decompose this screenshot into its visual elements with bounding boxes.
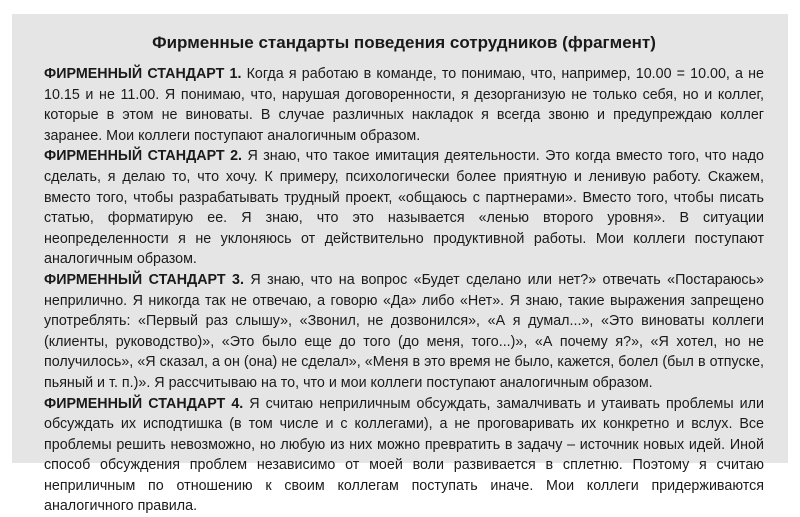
standard-2-text: Я знаю, что такое имитация деятельности. Это когда вместо того, что надо сделать, я делаю то, что хочу. К примеру, психологически более приятную и ленивую работу. Скажем, вместо того, чтобы разрабатывать трудный проект, «общаюсь с партнерами». Вместо того, чтобы писать статью, форматирую ее. Я знаю, что это называется «ленью второго уровня». В ситуации неопределенности я не уклоняюсь от действительно продуктивной работы. Мои коллеги поступают аналогичным образом. bbox=[44, 148, 764, 267]
standard-2 bbox=[44, 146, 764, 270]
standard-4 bbox=[44, 394, 764, 517]
standard-2-label: ФИРМЕННЫЙ СТАНДАРТ 2. bbox=[44, 148, 242, 164]
standard-1 bbox=[44, 64, 764, 146]
standard-3-text: Я знаю, что на вопрос «Будет сделано или нет?» отвечать «Постараюсь» неприлично. Я никогда так не отвечаю, а говорю «Да» либо «Нет». Я знаю, такие выражения запрещено употреблять: «Первый раз слышу», «Звонил, не дозвонился», «А я думал...», «Это виноваты коллеги (клиенты, руководство)», «Это было еще до того (до меня, того...)», «А почему я?», «Я хотел, но не получилось», «Я сказал, а он (она) не сделал», «Меня в это время не было, кажется, болел (был в отпуске, пьяный и т. п.)». Я рассчитываю на то, что и мои коллеги поступают аналогичным образом. bbox=[44, 272, 764, 391]
standard-4-label: ФИРМЕННЫЙ СТАНДАРТ 4. bbox=[44, 396, 243, 412]
standard-3-label: ФИРМЕННЫЙ СТАНДАРТ 3. bbox=[44, 272, 244, 288]
document-card bbox=[12, 14, 788, 463]
standard-1-label: ФИРМЕННЫЙ СТАНДАРТ 1. bbox=[44, 66, 241, 82]
document-title: Фирменные стандарты поведения сотрудников (фрагмент) bbox=[44, 32, 764, 54]
standard-4-text: Я считаю неприличным обсуждать, замалчивать и утаивать проблемы или обсуждать их исподтишка (в том числе и с коллегами), а не проговаривать их конкретно и вслух. Все проблемы решить невозможно, но любую из них можно превратить в задачу – источник новых идей. Иной способ обсуждения проблем независимо от моей воли развивается в сплетню. Поэтому я считаю неприличным по отношению к своим коллегам поступать иначе. Мои коллеги придерживаются аналогичного правила. bbox=[44, 396, 764, 515]
standard-3 bbox=[44, 270, 764, 394]
standard-1-text: Когда я работаю в команде, то понимаю, что, например, 10.00 = 10.00, а не 10.15 и не 11.00. Я понимаю, что, нарушая договоренности, я дезорганизую не только себя, но и коллег, которые в этом не виноваты. В случае различных накладок я всегда звоню и предупреждаю коллег заранее. Мои коллеги поступают аналогичным образом. bbox=[44, 66, 764, 144]
